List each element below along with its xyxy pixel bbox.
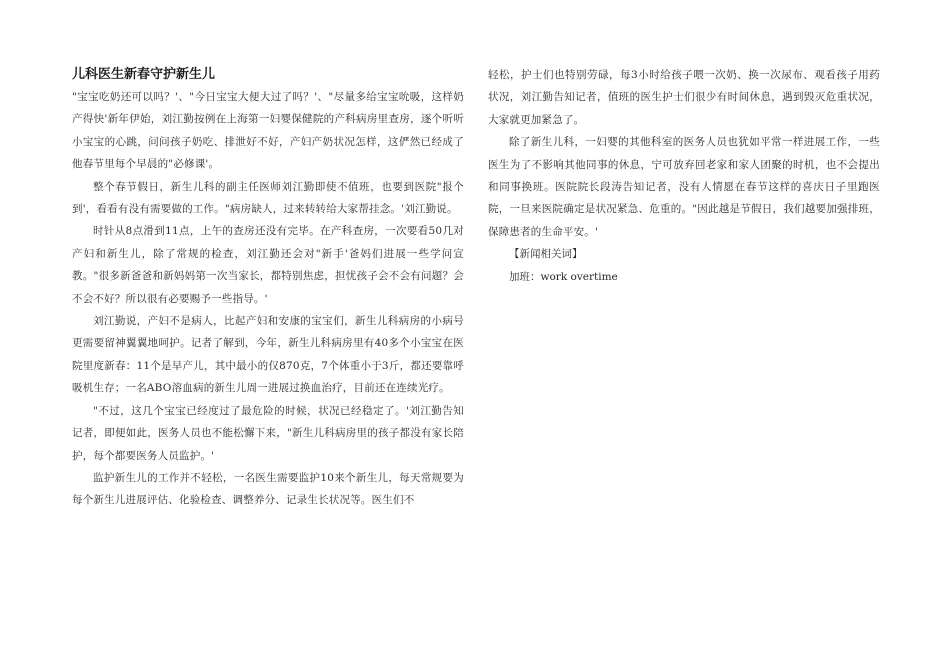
paragraph: 除了新生儿科，一妇婴的其他科室的医务人员也犹如平常一样进展工作，一些医生为了不影响其他同事的休息，宁可放弃回老家和家人团聚的时机，也不会提出和同事换班。医院院长段涛告知记者，没有人情愿在春节这样的喜庆日子里跑医院，一旦来医院确定是状况紧急、危重的。"因此越是节假日，我们越要加强排班，保障患者的生命平安。': [488, 136, 880, 238]
paragraph: 整个春节假日，新生儿科的副主任医师刘江勤即使不值班，也要到医院"报个到'，看看有没有需要做的工作。"病房缺人，过来转转给大家帮挂念。'刘江勤说。: [72, 180, 464, 216]
related-heading: 【新闻相关词】: [509, 248, 583, 261]
paragraph: "不过，这几个宝宝已经度过了最危险的时候，状况已经稳定了。'刘江勤告知记者，即便如此，医务人员也不能松懈下来，"新生儿科病房里的孩子都没有家长陪护，每个都要医务人员监护。': [72, 404, 464, 462]
right-column: [488, 64, 880, 288]
paragraph: "宝宝吃奶还可以吗？'、"今日宝宝大便大过了吗？'、"尽量多给宝宝吮吸，这样奶产得快'新年伊始，刘江勤按例在上海第一妇婴保健院的产科病房里查房，逐个听听小宝宝的心跳，问问孩子奶吃、排泄好不好，产妇产奶状况怎样，这俨然已经成了他春节里每个早晨的"必修课'。: [72, 91, 464, 171]
paragraph: 轻松，护士们也特别劳碌，每3小时给孩子喂一次奶、换一次尿布、观看孩子用药状况，刘江勤告知记者，值班的医生护士们很少有时间休息，遇到毁灭危重状况，大家就更加紧急了。: [488, 69, 880, 126]
paragraph: 刘江勤说，产妇不是病人，比起产妇和安康的宝宝们，新生儿科病房的小病号更需要留神翼翼地呵护。记者了解到，今年，新生儿科病房里有40多个小宝宝在医院里度新春：11个是早产儿，其中最小的仅870克，7个体重小于3斤，都还要靠呼吸机生存；一名ABO溶血病的新生儿周一进展过换血治疗，目前还在连续光疗。: [72, 315, 464, 395]
paragraph: 监护新生儿的工作并不轻松，一名医生需要监护10来个新生儿，每天常规要为每个新生儿进展评估、化验检查、调整养分、记录生长状况等。医生们不: [72, 471, 464, 507]
paragraph: 时针从8点滑到11点，上午的查房还没有完毕。在产科查房，一次要看50几对产妇和新生儿，除了常规的检查，刘江勤还会对"新手'爸妈们进展一些学问宣教。"很多新爸爸和新妈妈第一次当家长，都特别焦虑，担忧孩子会不会有问题？会不会不好？所以很有必要赐予一些指导。': [72, 225, 464, 305]
related-term: 加班：work overtime: [509, 270, 618, 283]
left-column: [72, 64, 464, 512]
article-title: 儿科医生新春守护新生儿: [72, 67, 216, 82]
